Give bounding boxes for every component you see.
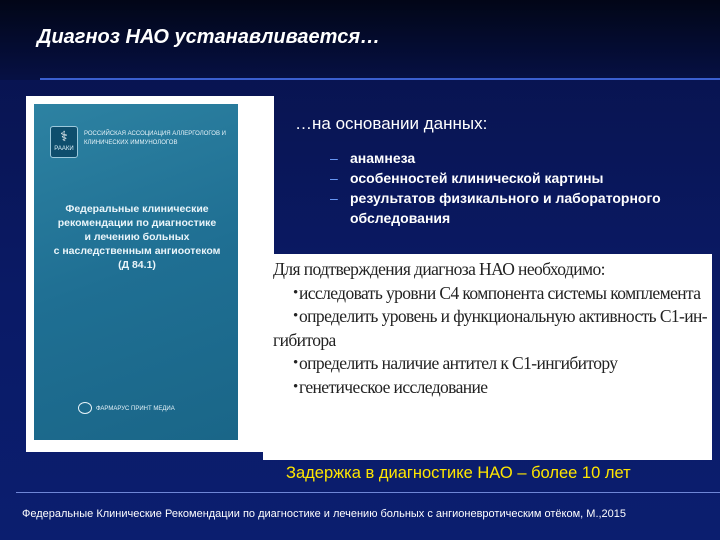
confirmation-item-continuation: гибитора xyxy=(273,329,336,350)
dash-bullet: – xyxy=(330,170,338,186)
confirmation-item xyxy=(273,305,707,329)
confirmation-item xyxy=(273,282,707,306)
confirmation-content xyxy=(273,258,707,399)
confirmation-box xyxy=(263,254,712,460)
basis-heading: …на основании данных: xyxy=(295,114,488,133)
confirmation-item-text: определить уровень и функциональную активность С1-ин- xyxy=(299,306,708,326)
confirmation-item-text: генетическое исследование xyxy=(299,376,488,397)
basis-item-text: результатов физикального и лабораторного обследования xyxy=(350,190,661,226)
slide-title: Диагноз НАО устанавливается… xyxy=(37,26,381,48)
confirmation-item xyxy=(273,376,707,400)
bullet-icon: • xyxy=(293,378,298,395)
confirmation-item-text: определить наличие антител к С1-ингибитору xyxy=(299,353,618,373)
publisher-line xyxy=(78,402,228,416)
bullet-icon: • xyxy=(293,355,298,371)
basis-item-text: особенностей клинической картины xyxy=(350,170,604,186)
basis-list xyxy=(330,148,700,228)
footer-divider xyxy=(16,492,720,493)
basis-item-text: анамнеза xyxy=(350,150,416,166)
publisher-name: ФАРМАРУС ПРИНТ МЕДИА xyxy=(96,406,175,412)
association-name: РОССИЙСКАЯ АССОЦИАЦИЯ АЛЛЕРГОЛОГОВ И КЛИНИЧЕСКИХ ИММУНОЛОГОВ xyxy=(84,131,226,146)
confirmation-heading: Для подтверждения диагноза НАО необходимо: xyxy=(273,259,605,279)
confirmation-item-text: исследовать уровни С4 компонента системы комплемента xyxy=(299,282,701,303)
dash-bullet: – xyxy=(330,150,338,166)
association-logo xyxy=(50,126,78,158)
logo-text: РААКИ xyxy=(54,146,74,152)
dash-bullet: – xyxy=(330,190,338,206)
footer-source-citation: Федеральные Клинические Рекомендации по диагностике и лечению больных с ангионевротическим отёком, М.,2015 xyxy=(22,508,627,520)
diagnosis-delay-note: Задержка в диагностике НАО – более 10 лет xyxy=(286,464,631,482)
confirmation-item xyxy=(273,352,707,376)
basis-item-clinical-picture xyxy=(330,168,700,188)
caduceus-icon: ⚕ xyxy=(60,128,68,144)
book-title: Федеральные клинические рекомендации по диагностике и лечению больных с наследственным ангиоотеком (Д 84.1) xyxy=(53,203,221,271)
basis-item-anamnesis xyxy=(330,148,700,168)
publisher-icon xyxy=(78,402,92,414)
book-cover-image xyxy=(34,104,238,440)
header-divider xyxy=(40,78,720,80)
bullet-icon: • xyxy=(293,308,298,324)
basis-item-examination xyxy=(330,188,700,228)
bullet-icon: • xyxy=(293,284,298,301)
